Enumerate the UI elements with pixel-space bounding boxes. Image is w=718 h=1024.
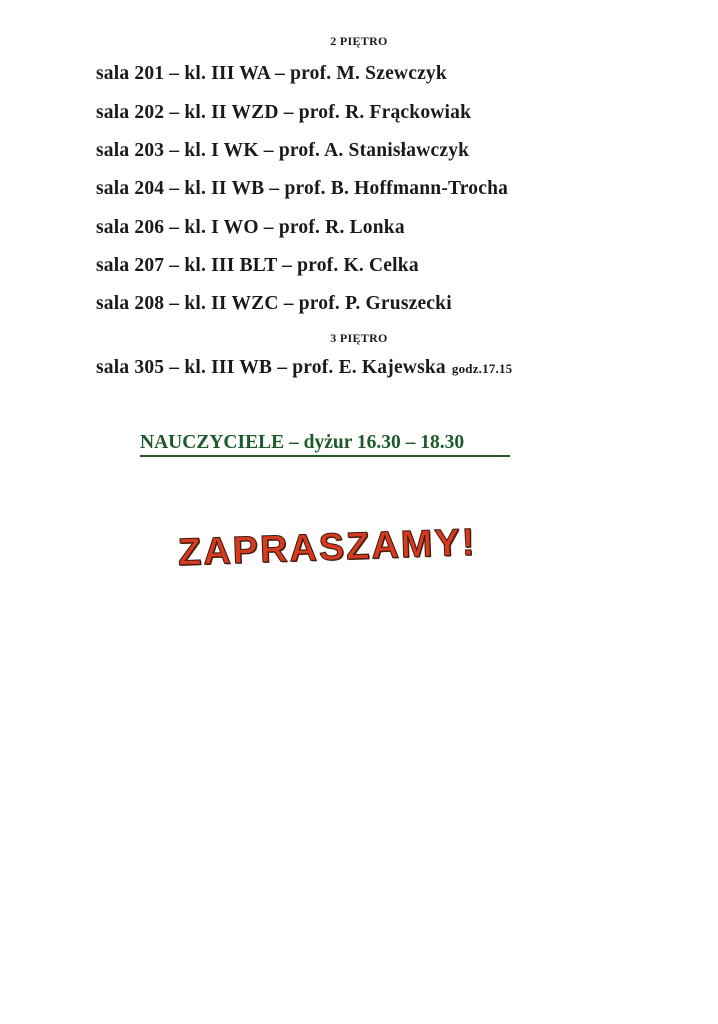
room-line-203: sala 203 – kl. I WK – prof. A. Stanisławczyk — [96, 140, 470, 161]
teachers-duty-line: NAUCZYCIELE – dyżur 16.30 – 18.30 — [140, 432, 510, 457]
room-line-208: sala 208 – kl. II WZC – prof. P. Gruszecki — [96, 293, 452, 314]
room-line-305-text: sala 305 – kl. III WB – prof. E. Kajewska — [96, 357, 446, 378]
room-line-204: sala 204 – kl. II WB – prof. B. Hoffmann-Trocha — [96, 178, 509, 199]
room-line-207: sala 207 – kl. III BLT – prof. K. Celka — [96, 255, 419, 276]
room-line-201: sala 201 – kl. III WA – prof. M. Szewczyk — [96, 63, 447, 84]
room-line-202: sala 202 – kl. II WZD – prof. R. Frąckowiak — [96, 102, 472, 123]
floor-heading-2: 2 PIĘTRO — [330, 34, 388, 48]
room-line-305 — [96, 357, 512, 379]
hour-note: godz.17.15 — [451, 361, 513, 376]
floor-heading-3: 3 PIĘTRO — [330, 331, 388, 345]
invitation-heading: ZAPRASZAMY! — [177, 521, 478, 574]
room-line-206: sala 206 – kl. I WO – prof. R. Lonka — [96, 217, 405, 238]
